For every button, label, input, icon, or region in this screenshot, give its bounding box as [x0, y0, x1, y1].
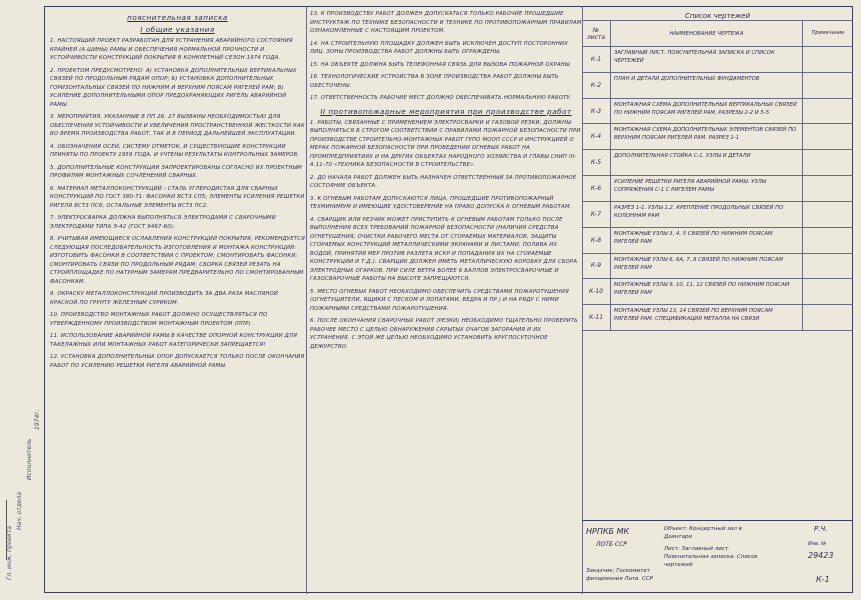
row-name: ПЛАН И ДЕТАЛИ ДОПОЛНИТЕЛЬНЫХ ФУНДАМЕНТОВ [614, 75, 760, 82]
note-para: 1. РАБОТЫ, СВЯЗАННЫЕ С ПРИМЕНЕНИЕМ ЭЛЕКТРОСВАРКИ И ГАЗОВОЙ РЕЗКИ, ДОЛЖНЫ ВЫПОЛНЯТЬСЯ В СТРОГОМ СООТВЕТСТВИИ С ПРАВИЛАМИ ПОЖАРНОЙ БЕЗОПАСНОСТИ ПРИ ПРОИЗВОДСТВЕ СТРОИТЕЛЬНО-МОНТАЖНЫХ РАБОТ ГУПО МООП СССР И ИНСТРУКЦИЕЙ О МЕРАХ ПОЖАРНОЙ БЕЗОПАСНОСТИ ПРИ ПРОВЕДЕНИИ ОГНЕВЫХ РАБОТ НА ПРОМПРЕДПРИЯТИЯХ И НА ДРУГИХ ОБЪЕКТАХ НАРОДНОГО ХОЗЯЙСТВА И ГЛАВЫ СНИП III-А.11-70 «ТЕХНИКА БЕЗОПАСНОСТИ В СТРОИТЕЛЬСТВЕ». [310, 119, 581, 168]
row-num: К-9 [590, 262, 602, 270]
stamp-inv-label: Инв. № [808, 541, 827, 547]
row-name: МОНТАЖНЫЕ УЗЛЫ 9, 10, 11, 12 СВЯЗЕЙ ПО НИЖНИМ ПОЯСАМ РИГЕЛЕЙ РАМ [614, 282, 790, 297]
note-para: 14. НА СТРОИТЕЛЬНУЮ ПЛОЩАДКУ ДОЛЖЕН БЫТЬ ИСКЛЮЧЕН ДОСТУП ПОСТОРОННИХ ЛИЦ. ЗОНЫ ПРОИЗВОДСТВА РАБОТ ДОЛЖНЫ БЫТЬ ОГРАЖДЕНЫ. [310, 40, 569, 55]
header-note: Примечание [811, 30, 845, 36]
stamp-org: НРПКБ МК [586, 527, 630, 536]
note-para: 13. К ПРОИЗВОДСТВУ РАБОТ ДОЛЖЕН ДОПУСКАТЬСЯ ТОЛЬКО РАБОЧИЕ ПРОШЕДШИЕ ИНСТРУКТАЖ ПО ТЕХНИКЕ БЕЗОПАСНОСТИ И ТЕХНИКЕ ПО ПРОТИВОПОЖАРНЫМ ПРАВИЛАМ ОЗНАКОМЛЕННЫЕ С НАСТОЯЩИМ ПРОЕКТОМ. [310, 11, 582, 34]
drawings-list-table [582, 10, 853, 520]
note-para: 5. ДОПОЛНИТЕЛЬНЫЕ КОНСТРУКЦИИ ЗАПРОЕКТИРОВАНЫ СОГЛАСНО ИХ ПРОЕКТНЫМ ПРОФИЛЯМ МОНТАЖНЫХ СОЧЛЕНЕНИЙ СВАРНЫХ. [50, 164, 302, 179]
note-para: 8. УЧИТЫВАЯ ИМЕЮЩИЕСЯ ОСЛАБЛЕНИЯ КОНСТРУКЦИЙ ПОКРЫТИЯ, РЕКОМЕНДУЕТСЯ СЛЕДУЮЩАЯ ПОСЛЕДОВАТЕЛЬНОСТЬ ИЗГОТОВЛЕНИЯ И МОНТАЖА КОНСТРУКЦИЙ: ИЗГОТОВИТЬ ФАСОНКИ В СООТВЕТСТВИИ С ПРОЕКТОМ; СМОНТИРОВАТЬ ФАСОНКИ; СМОНТИРОВАТЬ СВЯЗИ ПО ПРОДОЛЬНЫМ РЯДАМ; СБОРКА СВЯЗЕЙ РЕЗАТЬ НА СТРОЙПЛОЩАДКЕ ПО НАТУРНЫМ ЗАМЕРАМ ПРЕДВАРИТЕЛЬНО ПО СМОНТИРОВАННЫМ ФАСОНКАМ. [50, 236, 305, 285]
notes-column-2 [310, 10, 582, 596]
table-row [582, 72, 853, 99]
row-name: МОНТАЖНЫЕ УЗЛЫ 13, 14 СВЯЗЕЙ ПО ВЕРХНИМ ПОЯСАМ РИГЕЛЕЙ РАМ. СПЕЦИФИКАЦИЯ МЕТАЛЛА НА СВЯЗИ [614, 308, 773, 323]
note-para: 15. НА ОБЪЕКТЕ ДОЛЖНА БЫТЬ ТЕЛЕФОННАЯ СВЯЗЬ ДЛЯ ВЫЗОВА ПОЖАРНОЙ ОХРАНЫ. [310, 61, 572, 68]
note-para: 3. К ОГНЕВЫМ РАБОТАМ ДОПУСКАЮТСЯ ЛИЦА, ПРОШЕДШИЕ ПРОТИВОПОЖАРНЫЙ ТЕХМИНИМУМ И ИМЕЮЩИЕ УДОСТОВЕРЕНИЕ НА ПРАВО ДОПУСКА К ОГНЕВЫМ РАБОТАМ. [310, 195, 572, 210]
row-name: ЗАГЛАВНЫЙ ЛИСТ. ПОЯСНИТЕЛЬНАЯ ЗАПИСКА И СПИСОК ЧЕРТЕЖЕЙ [614, 50, 775, 64]
table-header-row [582, 20, 853, 47]
stamp-stage: Р.Ч. [814, 525, 828, 533]
table-row [582, 253, 853, 280]
row-num: К-1 [590, 55, 602, 63]
note-para: 10. ПРОИЗВОДСТВО МОНТАЖНЫХ РАБОТ ДОЛЖНО ОСУЩЕСТВЛЯТЬСЯ ПО УТВЕРЖДЕННОМУ ПРОИЗВОДСТВОМ МОНТАЖНЫМ ПРОЕКТОМ (ППР). [50, 312, 268, 327]
note-para: 12. УСТАНОВКА ДОПОЛНИТЕЛЬНЫХ ОПОР ДОПУСКАЕТСЯ ТОЛЬКО ПОСЛЕ ОКОНЧАНИЯ РАБОТ ПО УСИЛЕНИЮ РЕШЕТКИ РИГЕЛЯ АВАРИЙНОЙ РАМЫ. [50, 354, 305, 369]
stamp-inv-num: 29423 [808, 551, 834, 560]
stamp-subdivision: ЛОТБ ССР [596, 541, 627, 548]
note-para: 7. ЭЛЕКТРОСВАРКА ДОЛЖНА ВЫПОЛНЯТЬСЯ ЭЛЕКТРОДАМИ С СВАРОЧНЫМИ ЭЛЕКТРОДАМИ ТИПА Э-42 (ГОСТ 9467-60). [50, 215, 276, 230]
row-name: МОНТАЖНАЯ СХЕМА ДОПОЛНИТЕЛЬНЫХ ЭЛЕМЕНТОВ СВЯЗЕЙ ПО ВЕРХНИМ ПОЯСАМ РИГЕЛЕЙ РАМ. РАЗРЕЗ 1-1 [614, 127, 797, 142]
side-text-2: Нач. отдела [16, 491, 23, 530]
side-text-1: Гл. инж. проекта [6, 526, 13, 580]
stamp-customer: Заказчик: Госкомитет филармония Латв. ССР [586, 568, 653, 582]
side-text-4: 1974г. [34, 409, 41, 430]
section1-title: I общие указания [140, 25, 215, 34]
table-row [582, 123, 853, 150]
table-row [582, 98, 853, 125]
row-num: К-6 [590, 184, 602, 192]
header-name: НАИМЕНОВАНИЕ ЧЕРТЕЖА [669, 31, 744, 37]
note-para: 4. СВАРЩИК ИЛИ РЕЗЧИК МОЖЕТ ПРИСТУПИТЬ К ОГНЕВЫМ РАБОТАМ ТОЛЬКО ПОСЛЕ ВЫПОЛНЕНИЯ ВСЕХ ТРЕБОВАНИЙ ПОЖАРНОЙ БЕЗОПАСНОСТИ (НАЛИЧИЯ СРЕДСТВА ОГНЕТУШЕНИЯ, ОЧИСТКИ РАБОЧЕГО МЕСТА ОТ СГОРАЕМЫХ МАТЕРИАЛОВ, ЗАЩИТЫ СГОРАЕМЫХ КОНСТРУКЦИЙ МЕТАЛЛИЧЕСКИМИ ЭКРАНАМИ И ЛИСТАМИ, ПОЛИВА ИХ ВОДОЙ, ПРИНЯТИЯ МЕР ПРОТИВ РАЗЛЕТА ИСКР И ПОПАДАНИЯ ИХ НА СГОРАЕМЫЕ КОНСТРУКЦИИ И Т.Д.). СВАРЩИК ДОЛЖЕН ИМЕТЬ МЕТАЛЛИЧЕСКУЮ КОРОБКУ ДЛЯ СБОРА ЭЛЕКТРОДНЫХ ОГАРКОВ. ПРИ СИЛЕ ВЕТРА БОЛЕЕ 6 БАЛЛОВ ЭЛЕКТРОСВАРОЧНЫЕ И ГАЗОСВАРОЧНЫЕ РАБОТЫ НА ВЫСОТЕ ЗАПРЕЩАЮТСЯ. [310, 216, 578, 282]
table-bottom-line [582, 330, 853, 331]
section2-title: II противопожарные мероприятия при производстве работ [320, 106, 572, 116]
table-row [582, 278, 853, 305]
note-para: 1. НАСТОЯЩИЙ ПРОЕКТ РАЗРАБОТАН ДЛЯ УСТРАНЕНИЯ АВАРИЙНОГО СОСТОЯНИЯ КРАЙНЕЙ (А ШИНЫ) РАМЫ И ОБЕСПЕЧЕНИЯ НОРМАЛЬНОЙ ПРОЧНОСТИ И УСТОЙЧИВОСТИ КОНСТРУКЦИЙ ПОКРЫТИЯ В КОНКРЕТНЫЙ СЕЗОН 1974 ГОДА. [50, 38, 293, 61]
signature-mark [6, 500, 27, 560]
column-divider-1 [306, 6, 307, 594]
row-name: УСИЛЕНИЕ РЕШЕТКИ РИГЕЛЯ АВАРИЙНОЙ РАМЫ. УЗЛЫ СОПРЯЖЕНИЯ С-1 С РИГЕЛЕМ РАМЫ [614, 179, 767, 194]
stamp-sheet-num: К-1 [816, 575, 830, 584]
note-para: 2. ПРОЕКТОМ ПРЕДУСМОТРЕНО: А) УСТАНОВКА ДОПОЛНИТЕЛЬНЫХ ВЕРТИКАЛЬНЫХ СВЯЗЕЙ ПО ПРОДОЛЬНЫМ РЯДАМ ОПОР; Б) УСТАНОВКА ДОПОЛНИТЕЛЬНЫХ ГОРИЗОНТАЛЬНЫХ СВЯЗЕЙ ПО НИЖНИМ И ВЕРХНИМ ПОЯСАМ РИГЕЛЕЙ РАМ; В) УСИЛЕНИЕ ДОПОЛНИТЕЛЬНЫМИ ОПОР ПРЕДОХРАНЯЮЩИХ РИГЕЛЬ АВАРИЙНОЙ РАМЫ. [50, 67, 297, 108]
row-num: К-2 [590, 81, 602, 89]
table-row [582, 227, 853, 254]
row-name: МОНТАЖНАЯ СХЕМА ДОПОЛНИТЕЛЬНЫХ ВЕРТИКАЛЬНЫХ СВЯЗЕЙ ПО НИЖНИМ ПОЯСАМ РИГЕЛЕЙ РАМ, РАЗРЕЗЫ 2-2 И 5-5 [614, 101, 797, 116]
row-name: МОНТАЖНЫЕ УЗЛЫ 3, 4, 5 СВЯЗЕЙ ПО НИЖНИМ ПОЯСАМ РИГЕЛЕЙ РАМ [614, 230, 773, 245]
title-block [582, 520, 853, 594]
note-para: 6. МАТЕРИАЛ МЕТАЛЛОКОНСТРУКЦИЙ - СТАЛЬ УГЛЕРОДИСТАЯ ДЛЯ СВАРНЫХ КОНСТРУКЦИЙ ПО ГОСТ 380-71: ФАСОНКИ ВСТ3 СП5; ЭЛЕМЕНТЫ УСИЛЕНИЯ РЕШЕТКИ РИГЕЛЯ ВСТ3 ПС6; ОСТАЛЬНЫЕ ЭЛЕМЕНТЫ ВСТ3 ПС2. [50, 185, 305, 209]
notes-column-1 [50, 10, 305, 596]
row-name: ДОПОЛНИТЕЛЬНАЯ СТОЙКА С-1. УЗЛЫ И ДЕТАЛИ [614, 153, 751, 160]
row-num: К-10 [588, 288, 604, 296]
note-para: 6. ПОСЛЕ ОКОНЧАНИЯ СВАРОЧНЫХ РАБОТ (РЕЗКИ) НЕОБХОДИМО ТЩАТЕЛЬНО ПРОВЕРИТЬ РАБОЧЕЕ МЕСТО С ЦЕЛЬЮ ОБНАРУЖЕНИЯ СКРЫТЫХ ОЧАГОВ ЗАГОРАНИЯ И ИХ УСТРАНЕНИЯ. С ЭТОЙ ЖЕ ЦЕЛЬЮ НЕОБХОДИМО УСТАНОВИТЬ КРУГЛОСУТОЧНОЕ ДЕЖУРСТВО. [310, 318, 578, 350]
note-para: 5. МЕСТО ОГНЕВЫХ РАБОТ НЕОБХОДИМО ОБЕСПЕЧИТЬ СРЕДСТВАМИ ПОЖАРОТУШЕНИЯ (ОГНЕТУШИТЕЛИ, ЯЩИКИ С ПЕСКОМ И ЛОПАТАМИ, ВЕДРА И ПР.) И НА РЯДУ С НИМИ ПОЖАРНЫМИ СРЕДСТВАМИ ПОЖАРОТУШЕНИЯ. [310, 288, 570, 312]
row-num: К-3 [590, 107, 602, 115]
row-num: К-5 [590, 159, 602, 167]
row-num: К-8 [590, 236, 602, 244]
stamp-sheet-label: Лист: Заглавный лист. Пояснительная записка. Список чертежей [664, 546, 758, 568]
row-name: МОНТАЖНЫЕ УЗЛЫ 6, 6А, 7, 8 СВЯЗЕЙ ПО НИЖНИМ ПОЯСАМ РИГЕЛЕЙ РАМ [614, 256, 783, 271]
side-text-3: Исполнитель [26, 438, 33, 480]
header-num: № листа [586, 27, 606, 41]
note-para: 9. ОКРАСКУ МЕТАЛЛОКОНСТРУКЦИЙ ПРОИЗВОДИТЬ ЗА ДВА РАЗА МАСЛЯНОЙ КРАСКОЙ ПО ГРУНТУ ЖЕЛЕЗНЫМ СУРИКОМ. [50, 291, 279, 306]
heading: пояснительная записка [127, 13, 228, 22]
row-name: РАЗРЕЗ 1-1. УЗЛЫ 1,2. КРЕПЛЕНИЕ ПРОДОЛЬНЫХ СВЯЗЕЙ ПО КОЛОННАМ РАМ [614, 204, 784, 219]
row-num: К-11 [588, 314, 604, 322]
row-num: К-7 [590, 210, 602, 218]
note-para: 11. ИСПОЛЬЗОВАНИЕ АВАРИЙНОЙ РАМЫ В КАЧЕСТВЕ ОПОРНОЙ КОНСТРУКЦИИ ДЛЯ ТАКЕЛАЖНЫХ ИЛИ МОНТАЖНЫХ РАБОТ КАТЕГОРИЧЕСКИ ЗАПРЕЩАЕТСЯ! [50, 333, 298, 348]
table-row [582, 149, 853, 176]
note-para: 17. ОТВЕТСТВЕННОСТЬ РАБОЧИЕ МЕСТ ДОЛЖНО ОБЕСПЕЧИВАТЬ НОРМАЛЬНУЮ РАБОТУ. [310, 95, 572, 101]
table-row [582, 201, 853, 228]
note-para: 16. ТЕХНОЛОГИЧЕСКИЕ УСТРОЙСТВА В ЗОНЕ ПРОИЗВОДСТВА РАБОТ ДОЛЖНЫ БЫТЬ ОБЕСТОЧЕНЫ. [310, 74, 559, 89]
note-para: 4. ОБОЗНАЧЕНИЯ ОСЕЙ, СИСТЕМУ ОТМЕТОК, И СУЩЕСТВУЮЩИЕ КОНСТРУКЦИИ ПРИНЯТЫ ПО ПРОЕКТУ 1959 ГОДА, И УЧТЕНЫ РЕЗУЛЬТАТЫ КОНТРОЛЬНЫХ ЗАМЕРОВ. [50, 143, 300, 158]
table-row [582, 304, 853, 331]
note-para: 3. МЕРОПРИЯТИЯ, УКАЗАННЫЕ В ПП 26, 27 ВЫЗВАНЫ НЕОБХОДИМОСТЬЮ ДЛЯ ОБЕСПЕЧЕНИЯ УСТОЙЧИВОСТИ И УВЕЛИЧЕНИЯ ПРОСТРАНСТВЕННОЙ ЖЕСТКОСТИ КАК ВО ВРЕМЯ ПРОИЗВОДСТВА РАБОТ, ТАК И В ПЕРИОД ДАЛЬНЕЙШЕЙ ЭКСПЛУАТАЦИИ. [50, 114, 305, 137]
table-row [582, 175, 853, 202]
note-para: 2. ДО НАЧАЛА РАБОТ ДОЛЖЕН БЫТЬ НАЗНАЧЕН ОТВЕТСТВЕННЫЙ ЗА ПРОТИВОПОЖАРНОЕ СОСТОЯНИЕ ОБЪЕКТА. [310, 174, 577, 189]
row-num: К-4 [590, 133, 602, 141]
table-row [582, 46, 853, 73]
table-title: Список чертежей [684, 12, 751, 20]
stamp-object: Объект: Концертный зал в Дзинтари [664, 526, 742, 540]
